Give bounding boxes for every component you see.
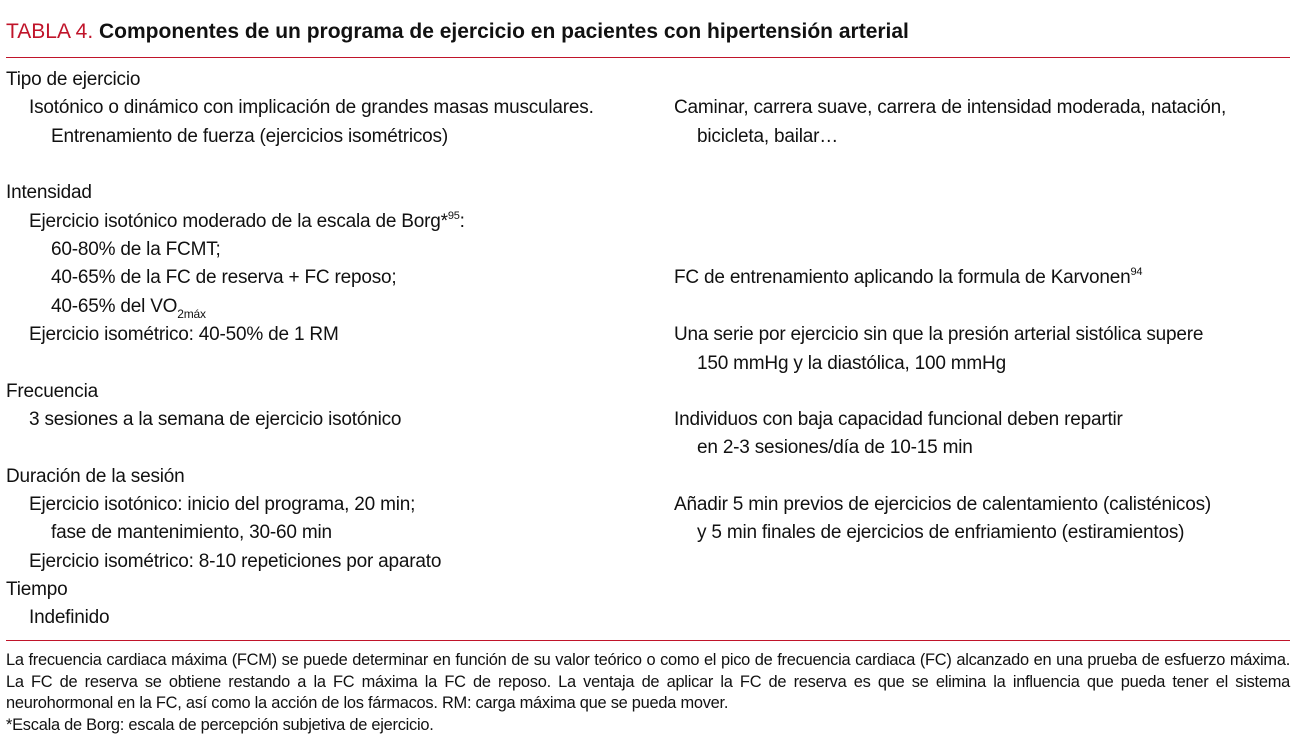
tipo-left-line-1: Isotónico o dinámico con implicación de grandes masas musculares. bbox=[29, 97, 594, 118]
section-heading-frecuencia: Frecuencia bbox=[6, 381, 98, 402]
borg-text: Ejercicio isotónico moderado de la escala de Borg bbox=[29, 211, 441, 232]
tiempo-left: Indefinido bbox=[29, 607, 110, 628]
frecuencia-left: 3 sesiones a la semana de ejercicio isotónico bbox=[29, 409, 402, 430]
duracion-right-line-1: Añadir 5 min previos de ejercicios de calentamiento (calisténicos) bbox=[674, 494, 1212, 515]
intensidad-serie-line-2: 150 mmHg y la diastólica, 100 mmHg bbox=[697, 353, 1006, 374]
intensidad-fcmt: 60-80% de la FCMT; bbox=[51, 239, 221, 260]
duracion-right-line-2: y 5 min finales de ejercicios de enfriamiento (estiramientos) bbox=[697, 522, 1185, 543]
section-heading-tipo: Tipo de ejercicio bbox=[6, 69, 141, 90]
karvonen-reference: 94 bbox=[1130, 266, 1143, 278]
duracion-left-line-2: fase de mantenimiento, 30-60 min bbox=[51, 522, 332, 543]
duracion-left-line-1: Ejercicio isotónico: inicio del programa, 20 min; bbox=[29, 494, 416, 515]
footnote-borg: *Escala de Borg: escala de percepción subjetiva de ejercicio. bbox=[6, 716, 434, 735]
table-footnotes bbox=[6, 650, 1290, 737]
section-heading-duracion: Duración de la sesión bbox=[6, 466, 185, 487]
tipo-right-line-1: Caminar, carrera suave, carrera de intensidad moderada, natación, bbox=[674, 97, 1227, 118]
table-title-text: Componentes de un programa de ejercicio en pacientes con hipertensión arterial bbox=[99, 20, 909, 43]
tipo-left-line-2: Entrenamiento de fuerza (ejercicios isométricos) bbox=[51, 126, 448, 147]
duracion-left-line-3: Ejercicio isométrico: 8-10 repeticiones por aparato bbox=[29, 551, 442, 572]
intensidad-fc-reserva: 40-65% de la FC de reserva + FC reposo; bbox=[51, 267, 397, 288]
table-label: TABLA 4. bbox=[6, 20, 94, 43]
intensidad-serie-line-1: Una serie por ejercicio sin que la presión arterial sistólica supere bbox=[674, 324, 1204, 345]
vo2-text: 40-65% del VO bbox=[51, 296, 178, 317]
frecuencia-right-line-2: en 2-3 sesiones/día de 10-15 min bbox=[697, 437, 973, 458]
borg-asterisk: * bbox=[440, 211, 448, 232]
section-heading-intensidad: Intensidad bbox=[6, 182, 92, 203]
table-title bbox=[6, 18, 1296, 46]
tipo-right-line-2: bicicleta, bailar… bbox=[697, 126, 839, 147]
intensidad-vo2 bbox=[51, 293, 206, 323]
vo2-subscript: 2máx bbox=[177, 307, 206, 321]
section-heading-tiempo: Tiempo bbox=[6, 579, 68, 600]
intensidad-karvonen bbox=[674, 264, 1142, 295]
borg-colon: : bbox=[459, 211, 465, 232]
intensidad-isometrico: Ejercicio isométrico: 40-50% de 1 RM bbox=[29, 324, 339, 345]
borg-reference: 95 bbox=[447, 210, 460, 222]
intensidad-borg-line bbox=[29, 208, 465, 239]
karvonen-text: FC de entrenamiento aplicando la formula de Karvonen bbox=[674, 267, 1131, 288]
frecuencia-right-line-1: Individuos con baja capacidad funcional deben repartir bbox=[674, 409, 1123, 430]
footnote-main: La frecuencia cardiaca máxima (FCM) se puede determinar en función de su valor teórico o como el pico de frecuencia cardiaca (FC) alcanzado en una prueba de esfuerzo máxima. La FC de reserva se obtiene restando a la FC máxima la FC de reposo. La ventaja de aplicar la FC de reserva es que se elimina la influencia que pueda tener el sistema neurohormonal en la FC, así como la acción de los fármacos. RM: carga máxima que se pueda mover. bbox=[6, 651, 1290, 713]
bottom-divider bbox=[6, 640, 1290, 641]
top-divider bbox=[6, 57, 1290, 58]
